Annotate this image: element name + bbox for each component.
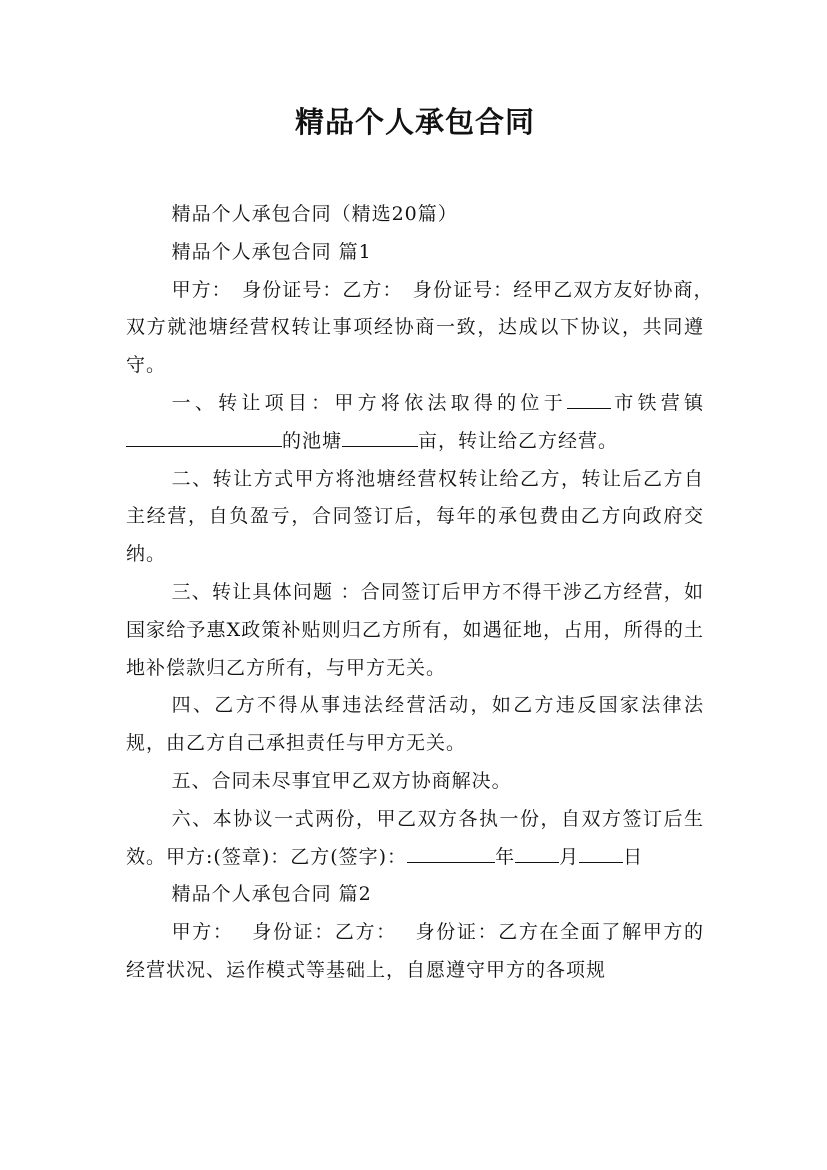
paragraph-parties-1: 甲方： 身份证号：乙方： 身份证号：经甲乙双方友好协商， 双方就池塘经营权转让事项经协商一致，达成以下协议，共同遵守。 <box>126 278 725 377</box>
fill-blank-month <box>515 840 559 863</box>
paragraph-clause-6 <box>126 801 704 877</box>
paragraph-clause-5: 五、合同未尽事宜甲乙双方协商解决。 <box>171 769 512 792</box>
paragraph-clause-4: 四、乙方不得从事违法经营活动，如乙方违反国家法律法规，由乙方自己承担责任与甲方无关。 <box>126 694 704 755</box>
clause-1-text-b: 市铁营镇 <box>610 391 704 414</box>
clause-1-text-d: 亩，转让给乙方经营。 <box>418 429 619 452</box>
paragraph-clause-3: 三、转让具体问题 ：合同签订后甲方不得干涉乙方经营，如国家给予惠X政策补贴则归乙方所有，如遇征地，占用，所得的土地补偿款归乙方所有，与甲方无关。 <box>126 580 704 679</box>
paragraph-parties-2: 甲方： 身份证：乙方： 身份证：乙方在全面了解甲方的经营状况、运作模式等基础上，自愿遵守甲方的各项规 <box>126 921 704 981</box>
paragraph-subtitle: 精品个人承包合同（精选20篇） <box>171 203 458 225</box>
section-heading-1: 精品个人承包合同 篇1 <box>171 240 372 263</box>
fill-blank-city <box>567 386 611 409</box>
fill-blank-year <box>407 840 495 863</box>
section-heading-2: 精品个人承包合同 篇2 <box>171 883 372 906</box>
clause-6-day-label: 日 <box>623 845 644 868</box>
document-page <box>126 100 725 990</box>
clause-1-text-c: 的池塘 <box>282 429 343 452</box>
fill-blank-day <box>579 840 623 863</box>
clause-1-text-a: 一、转让项目：甲方将依法取得的位于 <box>171 391 567 414</box>
clause-6-year-label: 年 <box>495 845 516 868</box>
clause-6-month-label: 月 <box>559 845 580 868</box>
document-title: 精品个人承包合同 <box>294 105 535 139</box>
fill-blank-area <box>342 424 418 447</box>
clause-6-text-a: 六、本协议一式两份，甲乙双方各执一份，自双方签订后生效。甲方:(签章)：乙方(签字)： <box>126 807 704 868</box>
paragraph-clause-1 <box>126 385 704 461</box>
fill-blank-location <box>126 424 282 447</box>
paragraph-clause-2: 二、转让方式甲方将池塘经营权转让给乙方，转让后乙方自主经营，自负盈亏，合同签订后，每年的承包费由乙方向政府交纳。 <box>126 467 704 566</box>
